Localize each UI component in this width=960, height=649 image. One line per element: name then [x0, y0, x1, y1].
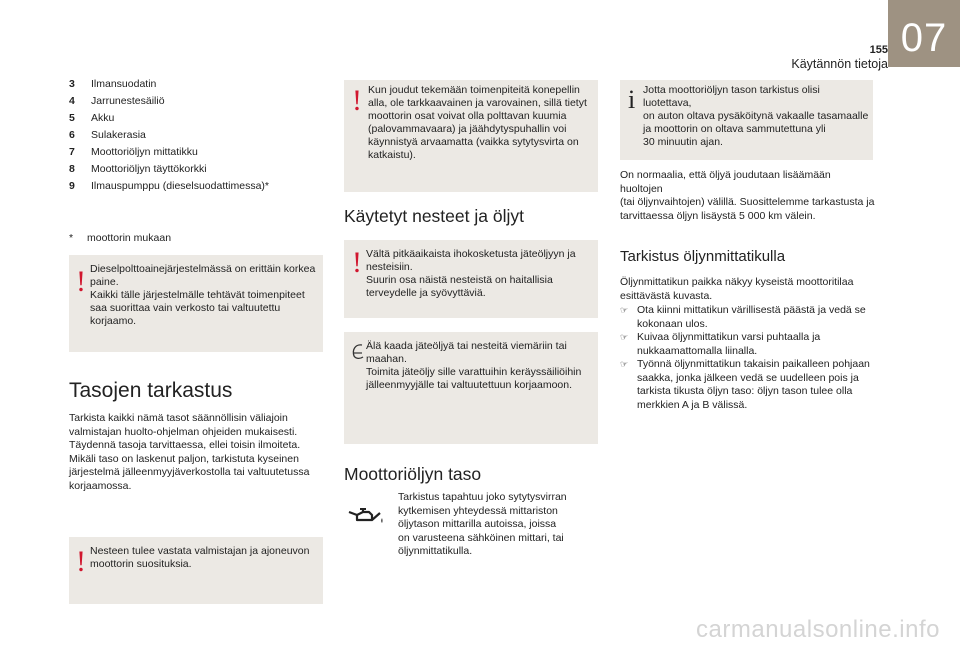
section-title: Käytännön tietoja	[791, 57, 888, 71]
warning-box-waste	[344, 240, 598, 318]
list-item: 4 Jarrunestesäiliö	[69, 95, 165, 107]
warning-box-engine	[344, 80, 598, 192]
section-heading: Tasojen tarkastus	[69, 379, 233, 402]
page-number: 155	[869, 44, 888, 56]
list-item: 3 Ilmansuodatin	[69, 78, 157, 90]
warning-text: Kun joudut tekemään toimenpiteitä konepellin alla, ole tarkkaavainen ja varovainen, sillä tietyt moottorin osat voivat olla polttavan kuumia (palovammavaara) ja jäähdytyspuhallin voi käynnistyä arvaamatta (vaikka sytytysvirta on katkaistu).	[368, 84, 587, 161]
warning-icon: !	[76, 545, 86, 578]
intro-paragraph: Öljynmittatikun paikka näkyy kyseistä moottoritilaa esittävästä kuvasta.	[620, 276, 854, 302]
arrow-icon: ☞	[620, 359, 629, 369]
warning-icon: !	[352, 84, 362, 117]
info-box	[620, 80, 873, 160]
list-item: ☞ Työnnä öljynmittatikun takaisin paikalleen pohjaan saakka, jonka jälkeen vedä se uudelleen pois ja tarkista tikusta öljyn taso: öljyn tason tulee olla merkkien A ja B välissä.	[620, 358, 870, 411]
section-heading: Tarkistus öljynmittatikulla	[620, 248, 786, 265]
section-heading: Moottoriöljyn taso	[344, 464, 482, 484]
chapter-tab	[888, 0, 960, 67]
footnote: * moottorin mukaan	[69, 232, 172, 244]
list-item: 7 Moottoriöljyn mittatikku	[69, 146, 198, 158]
warning-icon: !	[76, 265, 86, 298]
chapter-number: 07	[900, 16, 948, 60]
list-item: ☞ Ota kiinni mittatikun värillisestä päästä ja vedä se kokonaan ulos.	[620, 304, 866, 330]
list-item: 9 Ilmauspumppu (dieselsuodattimessa)*	[69, 180, 270, 192]
info-icon: i	[628, 85, 636, 114]
list-item: 6 Sulakerasia	[69, 129, 146, 141]
oil-level-text: Tarkistus tapahtuu joko sytytysvirran kytkemisen yhteydessä mittariston öljytason mittarilla autoissa, joissa on varusteena sähköinen mittari, tai öljynmittatikulla.	[398, 491, 567, 557]
list-item: 5 Akku	[69, 112, 115, 124]
parts-list	[69, 76, 319, 195]
arrow-icon: ☞	[620, 305, 629, 315]
warning-text: Nesteen tulee vastata valmistajan ja ajoneuvon moottorin suosituksia.	[90, 545, 310, 570]
info-text: Jotta moottoriöljyn tason tarkistus olisi luotettava, on auton oltava pysäköitynä vakaalle tasamaalle ja moottorin on oltava sammutettuna yli 30 minuutin ajan.	[643, 84, 869, 148]
warning-icon: !	[352, 246, 362, 279]
eco-note-text: Älä kaada jäteöljyä tai nesteitä viemäriin tai maahan. Toimita jäteöljy sille varattuihin keräyssäiliöihin jälleenmyyjälle tai valtuutettuun korjaamoon.	[366, 340, 582, 391]
oil-can-icon	[347, 506, 385, 528]
eco-note-box	[344, 332, 598, 444]
body-paragraph: On normaalia, että öljyä joudutaan lisäämään huoltojen (tai öljynvaihtojen) välillä. Suosittelemme tarkastusta ja tarvittaessa öljyn lisäystä 5 000 km välein.	[620, 169, 875, 222]
warning-text: Dieselpolttoainejärjestelmässä on erittäin korkea paine. Kaikki tälle järjestelmälle tehtävät toimenpiteet saa suorittaa vain verkosto tai valtuutettu korjaamo.	[90, 263, 316, 327]
warning-text: Vältä pitkäaikaista ihokosketusta jäteöljyyn ja nesteisiin. Suurin osa näistä nesteistä on haitallisia terveydelle ja syövyttäviä.	[366, 248, 576, 299]
warning-box-fluid	[69, 537, 323, 604]
list-item: 8 Moottoriöljyn täyttökorkki	[69, 163, 207, 175]
arrow-icon: ☞	[620, 332, 629, 342]
watermark: carmanualsonline.info	[696, 616, 940, 643]
section-heading: Käytetyt nesteet ja öljyt	[344, 206, 524, 226]
warning-box-diesel	[69, 255, 323, 352]
instruction-list	[620, 304, 876, 412]
body-paragraph: Tarkista kaikki nämä tasot säännöllisin väliajoin valmistajan huolto-ohjelman ohjeiden mukaisesti. Täydennä tasoja tarvittaessa, ellei toisin ilmoiteta. Mikäli taso on laskenut paljon, tarkistuta kyseinen järjestelmä jälleenmyyjäverkostolla tai valtuutetussa korjaamossa.	[69, 412, 310, 492]
list-item: ☞ Kuivaa öljynmittatikun varsi puhtaalla ja nukkaamattomalla liinalla.	[620, 331, 821, 357]
